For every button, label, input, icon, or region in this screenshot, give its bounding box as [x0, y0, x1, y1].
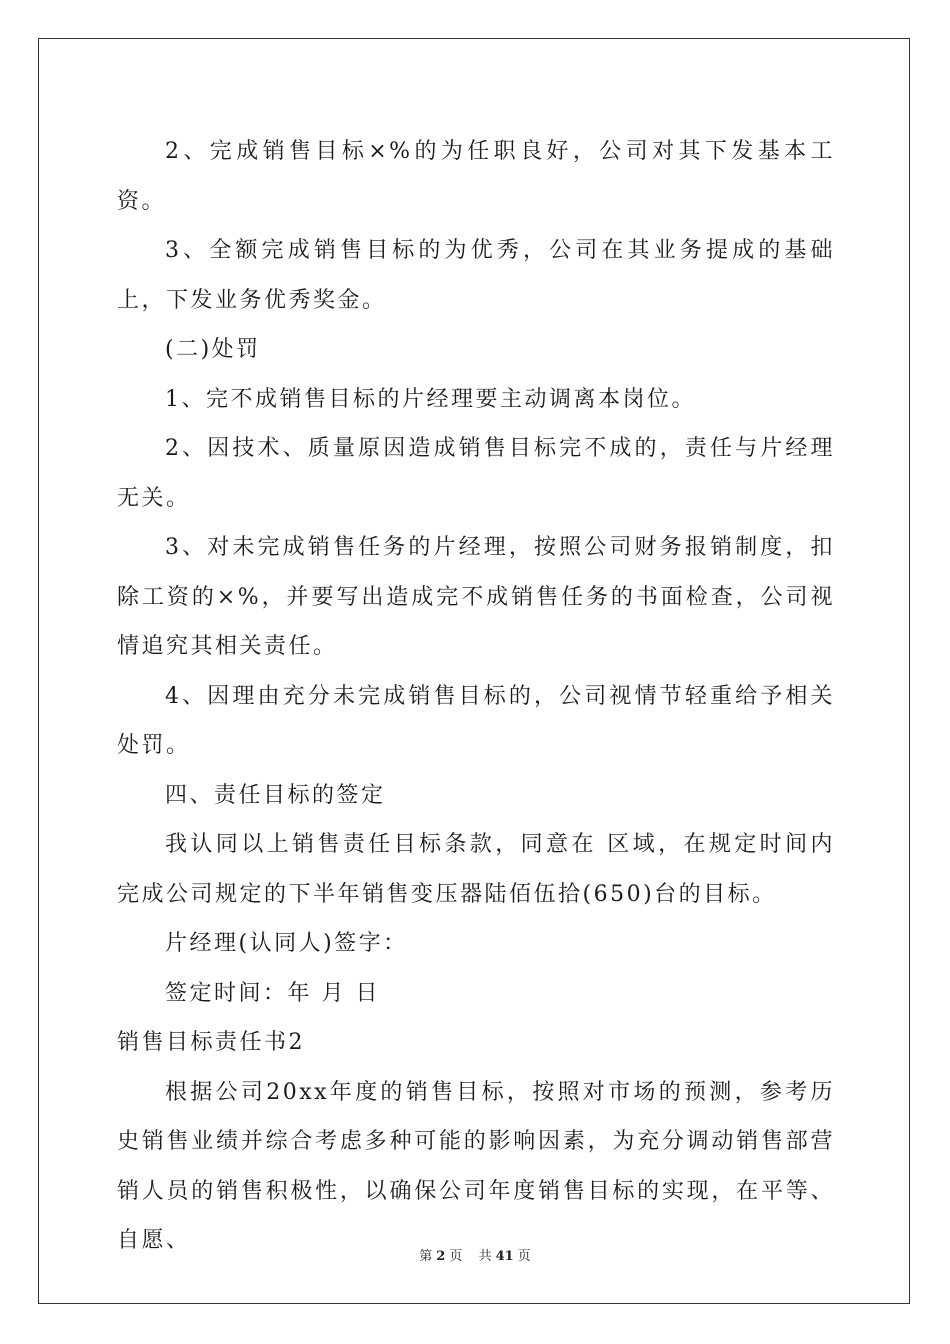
paragraph: 根据公司20xx年度的销售目标，按照对市场的预测，参考历史销售业绩并综合考虑多种可能的影响因素，为充分调动销售部营销人员的销售积极性，以确保公司年度销售目标的实现，在平等、自愿、: [117, 1079, 835, 1253]
section-heading: 四、责任目标的签定: [165, 782, 386, 808]
document-body: [117, 127, 835, 1266]
page-current: 2: [436, 1249, 446, 1264]
paragraph: 2、完成销售目标×%的为任职良好，公司对其下发基本工资。: [117, 139, 835, 214]
total-prefix: 共: [478, 1249, 492, 1264]
section-heading: (二)处罚: [165, 337, 261, 362]
paragraph: 4、因理由充分未完成销售目标的，公司视情节轻重给予相关处罚。: [117, 683, 835, 758]
document-title: 销售目标责任书2: [117, 1030, 305, 1055]
page-footer: [0, 1245, 950, 1264]
page-unit: 页: [449, 1249, 463, 1264]
paragraph: 2、因技术、质量原因造成销售目标完不成的，责任与片经理无关。: [117, 436, 835, 511]
paragraph: 3、全额完成销售目标的为优秀，公司在其业务提成的基础上，下发业务优秀奖金。: [117, 238, 835, 313]
paragraph: 1、完不成销售目标的片经理要主动调离本岗位。: [165, 386, 696, 412]
total-unit: 页: [517, 1249, 531, 1264]
date-line: 签定时间：年 月 日: [165, 980, 380, 1006]
signature-line: 片经理(认同人)签字：: [165, 931, 408, 956]
paragraph: 3、对未完成销售任务的片经理，按照公司财务报销制度，扣除工资的×%，并要写出造成完不成销售任务的书面检查，公司视情追究其相关责任。: [117, 535, 835, 659]
paragraph: 我认同以上销售责任目标条款，同意在 区域，在规定时间内完成公司规定的下半年销售变压器陆佰伍拾(650)台的目标。: [117, 832, 835, 907]
page-total: 41: [495, 1249, 514, 1264]
page-prefix: 第: [419, 1249, 433, 1264]
